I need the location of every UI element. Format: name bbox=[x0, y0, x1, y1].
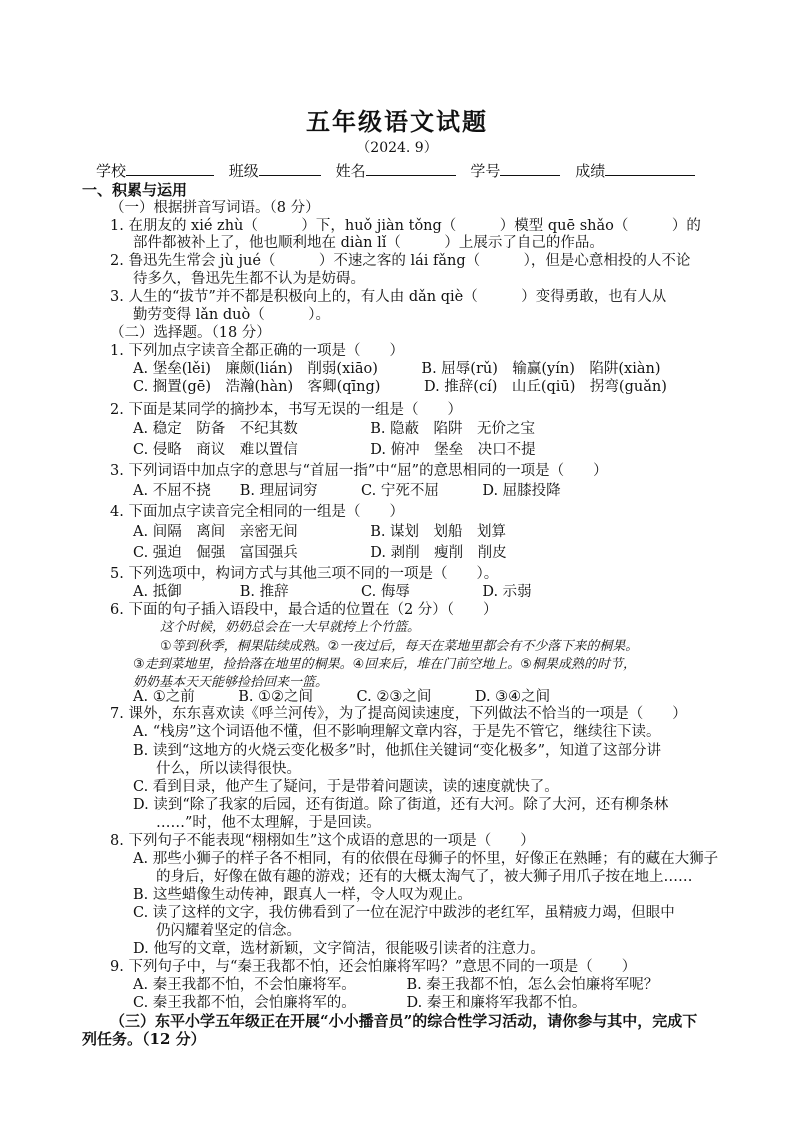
q1-2-line2: 待多久，鲁迅先生都不认为是妨碍。 bbox=[133, 271, 365, 287]
score-blank[interactable] bbox=[605, 161, 695, 176]
q2-9-options-ab: A. 秦王我都不怕，不会怕廉将军。 B. 秦王我都不怕，怎么会怕廉将军呢？ bbox=[133, 977, 659, 993]
q2-7: 7. 课外，东东喜欢读《呼兰河传》，为了提高阅读速度，下列做法不恰当的一项是（ ） bbox=[110, 706, 687, 722]
q2-8-option-c-line1: C. 读了这样的文字，我仿佛看到了一位在泥泞中跋涉的老红军，虽精疲力竭，但眼中 bbox=[133, 905, 675, 921]
q2-8-option-c-line2: 仍闪耀着坚定的信念。 bbox=[156, 923, 301, 939]
q1-2-line1: 2. 鲁迅先生常会 jù jué（ ）不速之客的 lái fǎng（ ），但是心意相投的人不论 bbox=[110, 253, 691, 269]
exam-date: （2024. 9） bbox=[356, 140, 438, 156]
student-id-blank[interactable] bbox=[500, 161, 560, 176]
q2-5: 5. 下列选项中，构词方式与其他三项不同的一项是（ ）。 bbox=[110, 566, 499, 582]
q2-6-passage-line3: 奶奶基本天天能够捡拾回来一篮。 bbox=[133, 675, 329, 690]
page-title: 五年级语文试题 bbox=[306, 107, 488, 136]
q2-4-options-cd: C. 强迫 倔强 富国强兵 D. 剥削 瘦削 削皮 bbox=[133, 545, 507, 561]
q2-5-options: A. 抵御 B. 推辞 C. 侮辱 D. 示弱 bbox=[133, 584, 532, 600]
label-score: 成绩 bbox=[575, 162, 606, 180]
q2-4: 4. 下面加点字读音完全相同的一组是（ ） bbox=[110, 504, 404, 520]
q2-3-options: A. 不屈不挠 B. 理屈词穷 C. 宁死不屈 D. 屈膝投降 bbox=[133, 483, 561, 499]
part-1-heading: （一）根据拼音写词语。（8 分） bbox=[110, 200, 320, 216]
q2-2: 2. 下面是某同学的摘抄本，书写无误的一组是（ ） bbox=[110, 402, 462, 418]
q1-1-line1: 1. 在朋友的 xié zhù（ ）下，huǒ jiàn tǒng（ ）模型 quē shǎo（ ）的 bbox=[110, 218, 701, 234]
q2-7-option-c: C. 看到目录，他产生了疑问，于是带着问题读，读的速度就快了。 bbox=[133, 779, 559, 795]
q2-8-option-b: B. 这些蜡像生动传神，跟真人一样，令人叹为观止。 bbox=[133, 887, 472, 903]
student-info-row bbox=[96, 160, 736, 181]
q2-8-option-a-line1: A. 那些小狮子的样子各不相同，有的依偎在母狮子的怀里，好像正在熟睡；有的藏在大狮子 bbox=[133, 851, 719, 867]
q2-8: 8. 下列句子不能表现“栩栩如生”这个成语的意思的一项是（ ） bbox=[110, 833, 535, 849]
q2-6-passage-line1: ①等到秋季，桐果陆续成熟。②一夜过后，每天在菜地里都会有不少落下来的桐果。 bbox=[160, 639, 639, 654]
section-1-heading: 一、积累与运用 bbox=[82, 181, 188, 199]
label-class: 班级 bbox=[228, 162, 259, 180]
q2-6-options: A. ①之前 B. ①②之间 C. ②③之间 D. ③④之间 bbox=[133, 689, 551, 705]
label-school: 学校 bbox=[96, 162, 127, 180]
q2-2-options-cd: C. 侵略 商议 难以置信 D. 俯冲 堡垒 决口不提 bbox=[133, 442, 536, 458]
q2-7-option-a: A. “栈房”这个词语他不懂，但不影响理解文章内容，于是先不管它，继续往下读。 bbox=[133, 724, 661, 740]
q2-4-options-ab: A. 间隔 离间 亲密无间 B. 谋划 划船 划算 bbox=[133, 524, 507, 540]
q2-9: 9. 下列句子中，与“秦王我都不怕，还会怕廉将军吗？”意思不同的一项是（ ） bbox=[110, 959, 637, 975]
part-2-heading: （二）选择题。（18 分） bbox=[110, 325, 271, 341]
q2-9-options-cd: C. 秦王我都不怕，会怕廉将军的。 D. 秦王和廉将军我都不怕。 bbox=[133, 995, 587, 1011]
q2-8-option-a-line2: 的身后，好像在做有趣的游戏；还有的大概太淘气了，被大狮子用爪子按在地上…… bbox=[156, 869, 693, 885]
q2-6-insert-sentence: 这个时候，奶奶总会在一大早就挎上个竹篮。 bbox=[160, 620, 421, 635]
q2-7-option-b-line2: 什么，所以读得很快。 bbox=[156, 761, 301, 777]
q1-3-line1: 3. 人生的“拔节”并不都是积极向上的，有人由 dǎn qiè（ ）变得勇敢，也有人从 bbox=[110, 289, 667, 305]
q1-3-line2: 勤劳变得 lǎn duò（ ）。 bbox=[133, 307, 330, 323]
part-3-heading-line2: 列任务。（12 分） bbox=[82, 1030, 206, 1048]
q2-1-options-cd: C. 搁置(gē) 浩瀚(hàn) 客卿(qīng) D. 推辞(cí) 山丘(qiū) 拐弯(guǎn) bbox=[133, 379, 667, 395]
q2-6-passage-line2: ③走到菜地里，捡拾落在地里的桐果。④回来后，堆在门前空地上。⑤桐果成熟的时节， bbox=[133, 657, 636, 672]
q2-1-options-ab: A. 堡垒(lěi) 廉颇(lián) 削弱(xiāo) B. 屈辱(rǔ) 输赢(yín) 陷阱(xiàn) bbox=[133, 361, 661, 377]
q2-1: 1. 下列加点字读音全都正确的一项是（ ） bbox=[110, 343, 404, 359]
q1-1-line2: 部件都被补上了，他也顺利地在 diàn lǐ（ ）上展示了自己的作品。 bbox=[133, 235, 604, 251]
label-student-id: 学号 bbox=[470, 162, 501, 180]
label-name: 姓名 bbox=[335, 162, 366, 180]
school-blank[interactable] bbox=[126, 161, 214, 176]
q2-7-option-b-line1: B. 读到“这地方的火烧云变化极多”时，他抓住关键词“变化极多”，知道了这部分讲 bbox=[133, 743, 662, 759]
q2-3: 3. 下列词语中加点字的意思与“首屈一指”中“屈”的意思相同的一项是（ ） bbox=[110, 463, 608, 479]
q2-7-option-d-line1: D. 读到“除了我家的后园，还有街道。除了街道，还有大河。除了大河，还有柳条林 bbox=[133, 797, 669, 813]
q2-8-option-d: D. 他写的文章，选材新颖，文字简洁，很能吸引读者的注意力。 bbox=[133, 941, 545, 957]
q2-7-option-d-line2: ……”时，他不太理解，于是回读。 bbox=[156, 815, 381, 831]
q2-6: 6. 下面的句子插入语段中，最合适的位置在（2 分）（ ） bbox=[110, 602, 498, 618]
q2-2-options-ab: A. 稳定 防备 不纪其数 B. 隐蔽 陷阱 无价之宝 bbox=[133, 421, 536, 437]
class-blank[interactable] bbox=[259, 161, 321, 176]
part-3-heading-line1: （三）东平小学五年级正在开展“小小播音员”的综合性学习活动，请你参与其中，完成下 bbox=[110, 1012, 698, 1030]
name-blank[interactable] bbox=[366, 161, 456, 176]
